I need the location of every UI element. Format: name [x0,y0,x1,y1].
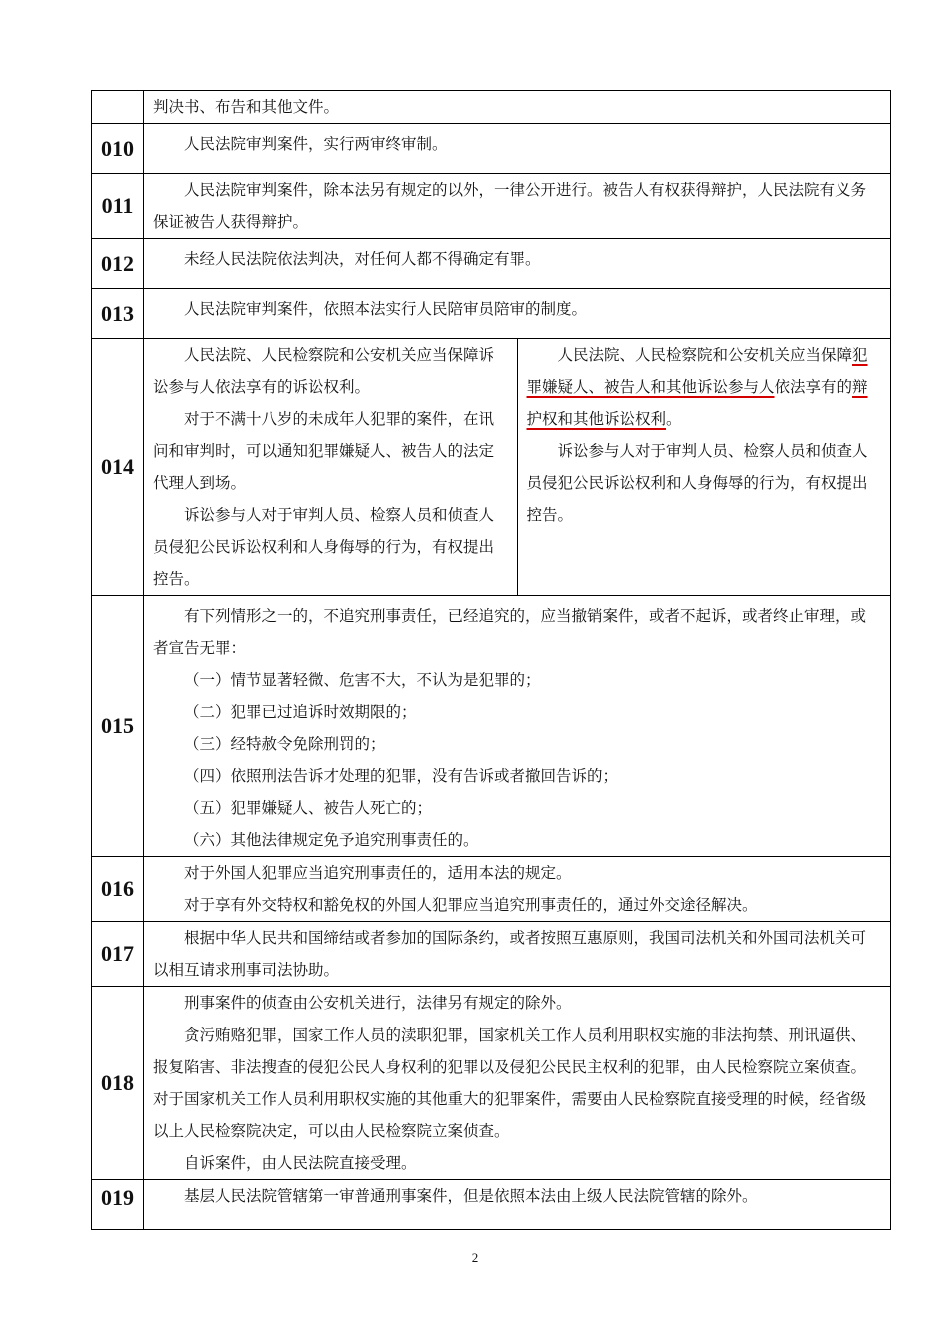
paragraph: （二）犯罪已过追诉时效期限的； [184,703,417,721]
paragraph: 判决书、布告和其他文件。 [153,98,340,116]
article-text [144,91,891,124]
article-number: 011 [92,174,144,239]
paragraph [527,339,882,435]
table-row [92,1180,891,1230]
table-row [92,857,891,922]
article-text [144,239,891,289]
article-text [144,857,891,922]
article-text-amended [517,339,891,596]
paragraph: 人民法院审判案件，依照本法实行人民陪审员陪审的制度。 [184,300,588,318]
article-number: 018 [92,987,144,1180]
paragraph: 根据中华人民共和国缔结或者参加的国际条约，或者按照互惠原则，我国司法机关和外国司法机关可以相互请求刑事司法协助。 [153,929,867,979]
page-number: 2 [471,1250,479,1265]
paragraph: 诉讼参与人对于审判人员、检察人员和侦查人员侵犯公民诉讼权利和人身侮辱的行为，有权提出控告。 [526,442,868,524]
paragraph: 未经人民法院依法判决，对任何人都不得确定有罪。 [184,250,541,268]
article-text [144,987,891,1180]
paragraph: （六）其他法律规定免予追究刑事责任的。 [184,831,479,849]
paragraph: （一）情节显著轻微、危害不大，不认为是犯罪的； [184,671,541,689]
paragraph: 人民法院审判案件，实行两审终审制。 [184,135,448,153]
paragraph: 对于享有外交特权和豁免权的外国人犯罪应当追究刑事责任的，通过外交途径解决。 [184,896,758,914]
paragraph: 人民法院审判案件，除本法另有规定的以外，一律公开进行。被告人有权获得辩护，人民法院有义务保证被告人获得辩护。 [153,181,867,231]
table-row [92,596,891,857]
article-number: 012 [92,239,144,289]
article-text [144,922,891,987]
table-row [92,289,891,339]
amended-text-underlined: 犯罪嫌疑人、被告人和其他诉讼参与人 [526,346,868,396]
table-row [92,124,891,174]
article-number [92,91,144,124]
paragraph: 对于不满十八岁的未成年人犯罪的案件，在讯问和审判时，可以通知犯罪嫌疑人、被告人的法定代理人到场。 [153,410,495,492]
article-number: 010 [92,124,144,174]
table-row [92,174,891,239]
table-row [92,922,891,987]
article-number: 015 [92,596,144,857]
article-text [144,289,891,339]
text-segment: 人民法院、人民检察院和公安机关应当保障 [557,346,853,364]
paragraph: （三）经特赦令免除刑罚的； [184,735,386,753]
paragraph: 人民法院、人民检察院和公安机关应当保障诉讼参与人依法享有的诉讼权利。 [153,346,495,396]
paragraph: 诉讼参与人对于审判人员、检察人员和侦查人员侵犯公民诉讼权利和人身侮辱的行为，有权提出控告。 [153,506,495,588]
article-text [144,124,891,174]
article-number: 016 [92,857,144,922]
article-text [144,596,891,857]
article-number: 013 [92,289,144,339]
text-segment: 依法享有的 [774,378,853,396]
table-row [92,239,891,289]
table-row [92,339,891,596]
table-row [92,987,891,1180]
paragraph: 刑事案件的侦查由公安机关进行，法律另有规定的除外。 [184,994,572,1012]
article-text-original [144,339,518,596]
article-number: 017 [92,922,144,987]
paragraph: （五）犯罪嫌疑人、被告人死亡的； [184,799,433,817]
paragraph: 贪污贿赂犯罪，国家工作人员的渎职犯罪，国家机关工作人员利用职权实施的非法拘禁、刑讯逼供、报复陷害、非法搜查的侵犯公民人身权利的犯罪以及侵犯公民民主权利的犯罪，由人民检察院立案侦查。对于国家机关工作人员利用职权实施的其他重大的犯罪案件，需要由人民检察院直接受理的时候，经省级以上人民检察院决定，可以由人民检察院立案侦查。 [153,1026,867,1140]
paragraph: 基层人民法院管辖第一审普通刑事案件，但是依照本法由上级人民法院管辖的除外。 [184,1187,758,1205]
table-row [92,91,891,124]
text-segment: 。 [666,410,682,428]
article-text [144,174,891,239]
paragraph: 对于外国人犯罪应当追究刑事责任的，适用本法的规定。 [184,864,572,882]
law-article-table [91,90,891,1230]
amended-text-underlined: 辩护权和其他诉讼权利 [526,378,868,428]
article-number: 014 [92,339,144,596]
paragraph: 自诉案件，由人民法院直接受理。 [184,1154,417,1172]
article-number: 019 [92,1180,144,1230]
paragraph: 有下列情形之一的，不追究刑事责任，已经追究的，应当撤销案件，或者不起诉，或者终止审理，或者宣告无罪： [153,607,867,657]
article-text [144,1180,891,1230]
paragraph: （四）依照刑法告诉才处理的犯罪，没有告诉或者撤回告诉的； [184,767,619,785]
